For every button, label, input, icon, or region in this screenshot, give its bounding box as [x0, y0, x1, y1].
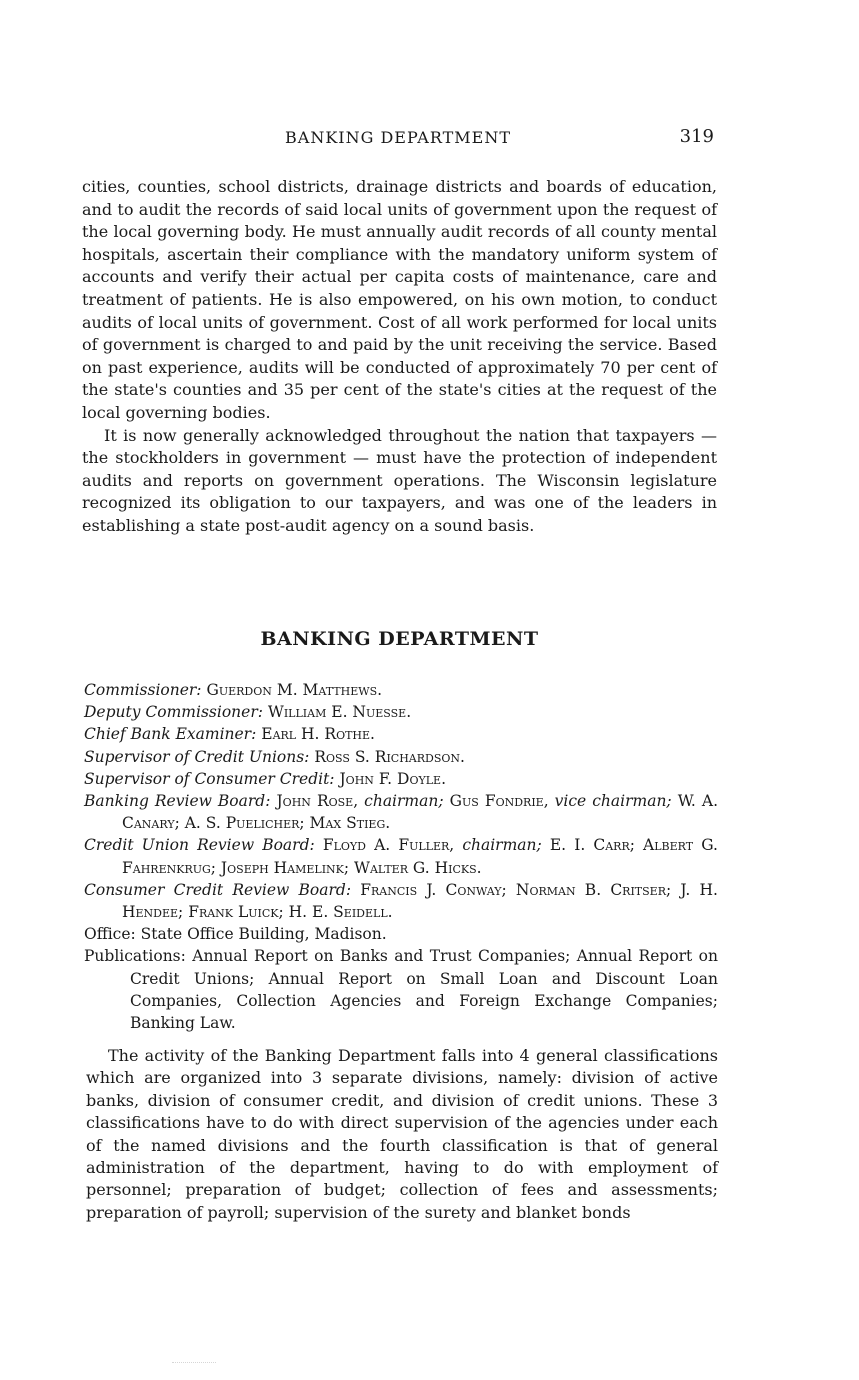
credit-unions-label: Supervisor of Credit Unions:: [84, 747, 310, 766]
cu-board-label: Credit Union Review Board:: [84, 836, 315, 855]
roster-consumer-credit-review-board: [84, 879, 718, 923]
intro-paragraph-2: It is now generally acknowledged throughout the nation that taxpayers — the stockholders in government — must have the protection of independent audits and reports on government operations. The Wisconsin legislature recognized its obligation to our taxpayers, and was one of the leaders in establishing a state post-audit agency on a sound basis.: [82, 425, 717, 535]
examiner-name: Earl H. Rothe.: [261, 725, 375, 744]
roster-chief-examiner: [84, 723, 718, 745]
roster-deputy: [84, 701, 718, 723]
deputy-name: William E. Nuesse.: [267, 703, 412, 722]
closing-text: [86, 1045, 718, 1224]
intro-text: [82, 176, 717, 538]
commissioner-label: Commissioner:: [84, 681, 202, 699]
running-header: [82, 128, 714, 152]
banking-board-members: W. A. Canary; A. S. Puelicher; Max Stieg.: [122, 792, 718, 833]
roster-consumer-credit-supervisor: [84, 768, 718, 790]
roster-publications: Publications: Annual Report on Banks and Trust Companies; Annual Report on Credit Unions; Annual Report on Small Loan and Discount Loan Companies, Collection Agencies and Foreign Exchange Companies; Banking Law.: [84, 947, 718, 1033]
consumer-credit-label: Supervisor of Consumer Credit:: [84, 769, 335, 788]
section-heading: BANKING DEPARTMENT: [260, 628, 539, 650]
page-number: 319: [679, 126, 714, 147]
banking-board-role: vice chairman;: [554, 792, 672, 811]
banking-board-role: chairman;: [364, 792, 444, 811]
roster-banking-review-board: [84, 790, 718, 834]
banking-board-member: Gus Fondrie,: [449, 792, 549, 811]
commissioner-name: Guerdon M. Matthews.: [206, 681, 383, 699]
intro-paragraph-1: cities, counties, school districts, drainage districts and boards of education, and to audit the records of said local units of government upon the request of the local governing body. He must annually audit records of all county mental hospitals, ascertain their compliance with the mandatory uniform system of accounts and verify their actual per capita costs of maintenance, care and treatment of patients. He is also empowered, on his own motion, to conduct audits of local units of government. Cost of all work performed for local units of government is charged to and paid by the unit receiving the service. Based on past experience, audits will be conducted of approximately 70 per cent of the state's counties and 35 per cent of the state's cities at the request of the local governing bodies.: [82, 177, 717, 422]
consumer-credit-name: John F. Doyle.: [339, 769, 447, 788]
roster-commissioner: [84, 679, 718, 701]
running-title: BANKING DEPARTMENT: [285, 128, 511, 147]
roster-office: Office: State Office Building, Madison.: [84, 925, 387, 944]
closing-paragraph: The activity of the Banking Department falls into 4 general classifications which are organized into 3 separate divisions, namely: division of active banks, division of consumer credit, and division of credit unions. These 3 classifications have to do with direct supervision of the agencies under each of the named divisions and the fourth classification is that of general administration of the department, having to do with employment of personnel; preparation of budget; collection of fees and assessments; preparation of payroll; supervision of the surety and blanket bonds: [86, 1046, 718, 1222]
roster-credit-union-review-board: [84, 834, 718, 878]
cu-board-member: Floyd A. Fuller,: [322, 836, 455, 855]
cu-board-members: E. I. Carr; Albert G. Fahrenkrug; Joseph Hamelink; Walter G. Hicks.: [122, 836, 718, 877]
cc-board-members: Francis J. Conway; Norman B. Critser; J. H. Hendee; Frank Luick; H. E. Seidell.: [122, 880, 718, 922]
deputy-label: Deputy Commissioner:: [84, 703, 263, 722]
banking-board-member: John Rose,: [276, 792, 359, 811]
department-roster: [84, 679, 718, 1034]
scan-artifact: [172, 1362, 216, 1364]
cu-board-role: chairman;: [462, 836, 542, 855]
credit-unions-name: Ross S. Richardson.: [314, 747, 465, 766]
examiner-label: Chief Bank Examiner:: [84, 725, 257, 744]
roster-credit-unions-supervisor: [84, 746, 718, 768]
banking-board-label: Banking Review Board:: [84, 792, 271, 811]
cc-board-label: Consumer Credit Review Board:: [84, 880, 352, 899]
